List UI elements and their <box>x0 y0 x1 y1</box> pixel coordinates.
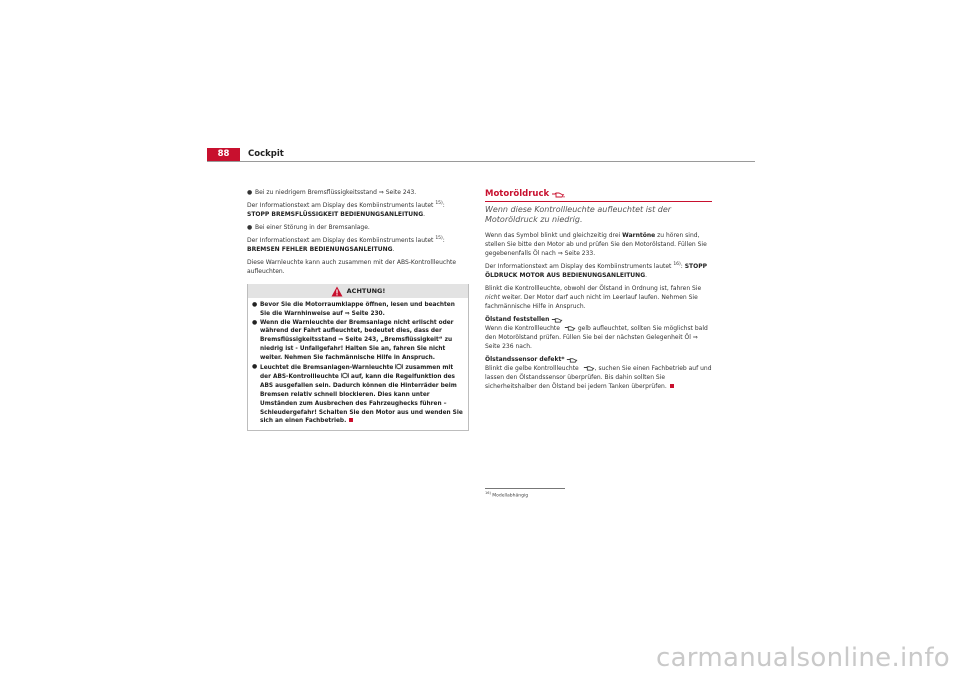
bullet-icon: ● <box>247 224 253 231</box>
bullet-icon: ● <box>247 189 253 196</box>
paragraph: Blinkt die Kontrollleuchte, obwohl der Ölstand in Ordnung ist, fahren Sie nicht weiter. Der Motor darf auch nicht im Leerlauf laufen. Nehmen Sie fachmännische Hilfe in Anspruch. <box>485 285 702 310</box>
section-title: Motoröldruck <box>485 188 712 200</box>
oil-can-icon <box>564 325 576 331</box>
bullet-icon: ● <box>252 318 258 326</box>
section-divider <box>485 201 712 202</box>
right-column <box>485 188 712 395</box>
abs-warning-icon <box>341 372 349 379</box>
header-divider <box>207 161 755 162</box>
footnote-divider <box>485 488 565 489</box>
brake-warning-icon <box>395 363 403 370</box>
oil-can-icon <box>551 191 565 198</box>
list-item: ● Bevor Sie die Motorraumklappe öffnen, lesen und beachten Sie die Warnhinweise auf ⇒ Seite 230. <box>252 301 455 317</box>
page-number-badge: 88 <box>207 148 240 161</box>
oil-can-icon <box>551 317 563 323</box>
list-item: ● Leuchtet die Bremsanlagen-Warnleuchte zusammen mit der ABS-Kontrollleuchte auf, kann die Regelfunktion des ABS ausgefallen sein. Dadurch können die Hinterräder beim Bremsen relativ schnell blockieren. Dies kann unter Umständen zum Ausbrechen des Fahrzeughecks führen – Schleudergefahr! Schalten Sie den Motor aus und wenden Sie sich an einen Fachbetrieb. <box>252 362 463 425</box>
footnote-ref: 16) <box>673 262 681 267</box>
end-mark-icon <box>670 384 674 388</box>
info-text: Der Informationstext am Display des Kombiinstruments lautet $^{15)}$: BREMSEN FEHLER BEDIENUNGSANLEITUNG. <box>247 236 445 253</box>
subheading-oil-check: Ölstand feststellen <box>485 315 712 324</box>
bullet-icon: ● <box>252 362 258 370</box>
paragraph: Blinkt die gelbe Kontrollleuchte , suchen Sie einen Fachbetrieb auf und lassen den Ölstandssensor überprüfen. Bis dahin sollten Sie sicherheitshalber den Ölstand bei jedem Tanken überprüfen. <box>485 365 712 390</box>
warning-box <box>247 284 469 431</box>
abs-note: Diese Warnleuchte kann auch zusammen mit der ABS-Kontrollleuchte aufleuchten. <box>247 259 457 275</box>
bullet-icon: ● <box>252 301 258 308</box>
list-item: ● Bei zu niedrigem Bremsflüssigkeitsstand ⇒ Seite 243. <box>247 189 417 196</box>
oil-can-icon <box>566 357 578 363</box>
paragraph: Wenn die Kontrollleuchte gelb aufleuchtet, sollten Sie möglichst bald den Motorölstand prüfen. Füllen Sie bei der nächsten Gelegenheit Öl ⇒ Seite 236 nach. <box>485 325 708 350</box>
footnote-ref: 15) <box>435 201 443 206</box>
section-subtitle: Wenn diese Kontrollleuchte aufleuchtet ist der Motoröldruck zu niedrig. <box>485 205 672 224</box>
page-title: Cockpit <box>248 149 284 159</box>
left-column <box>247 188 469 431</box>
warning-body <box>248 298 468 430</box>
end-mark-icon <box>349 418 353 422</box>
footnote-ref: 15) <box>435 236 443 241</box>
warning-title: ACHTUNG! <box>346 286 386 295</box>
list-item: ● Bei einer Störung in der Bremsanlage. <box>247 224 370 231</box>
info-text: Der Informationstext am Display des Kombiinstruments lautet $^{15)}$: STOPP BREMSFLÜSSIGKEIT BEDIENUNGSANLEITUNG. <box>247 201 445 218</box>
info-text: Der Informationstext am Display des Kombiinstruments lautet $^{16)}$: STOPP ÖLDRUCK MOTOR AUS BEDIENUNGSANLEITUNG. <box>485 262 708 279</box>
warning-triangle-icon <box>331 286 343 297</box>
subheading-sensor-defect: Ölstandssensor defekt* <box>485 355 712 364</box>
watermark: carmanualsonline.info <box>655 643 950 673</box>
paragraph: Wenn das Symbol blinkt und gleichzeitig drei Warntöne zu hören sind, stellen Sie bitte den Motor ab und prüfen Sie den Motorölstand. Füllen Sie gegebenenfalls Öl nach ⇒ Seite 233. <box>485 232 707 257</box>
list-item: ● Wenn die Warnleuchte der Bremsanlage nicht erlischt oder während der Fahrt aufleuchtet, bedeutet dies, dass der Bremsflüssigkeitsstand ⇒ Seite 243, „Bremsflüssigkeit“ zu niedrig ist - Unfallgefahr! Halten Sie an, fahren Sie nicht weiter. Nehmen Sie fachmännische Hilfe in Anspruch. <box>252 318 454 361</box>
warning-header <box>248 284 468 298</box>
footnote: $^{16)}$ Modellabhängig <box>485 491 529 499</box>
oil-can-icon <box>583 365 595 371</box>
